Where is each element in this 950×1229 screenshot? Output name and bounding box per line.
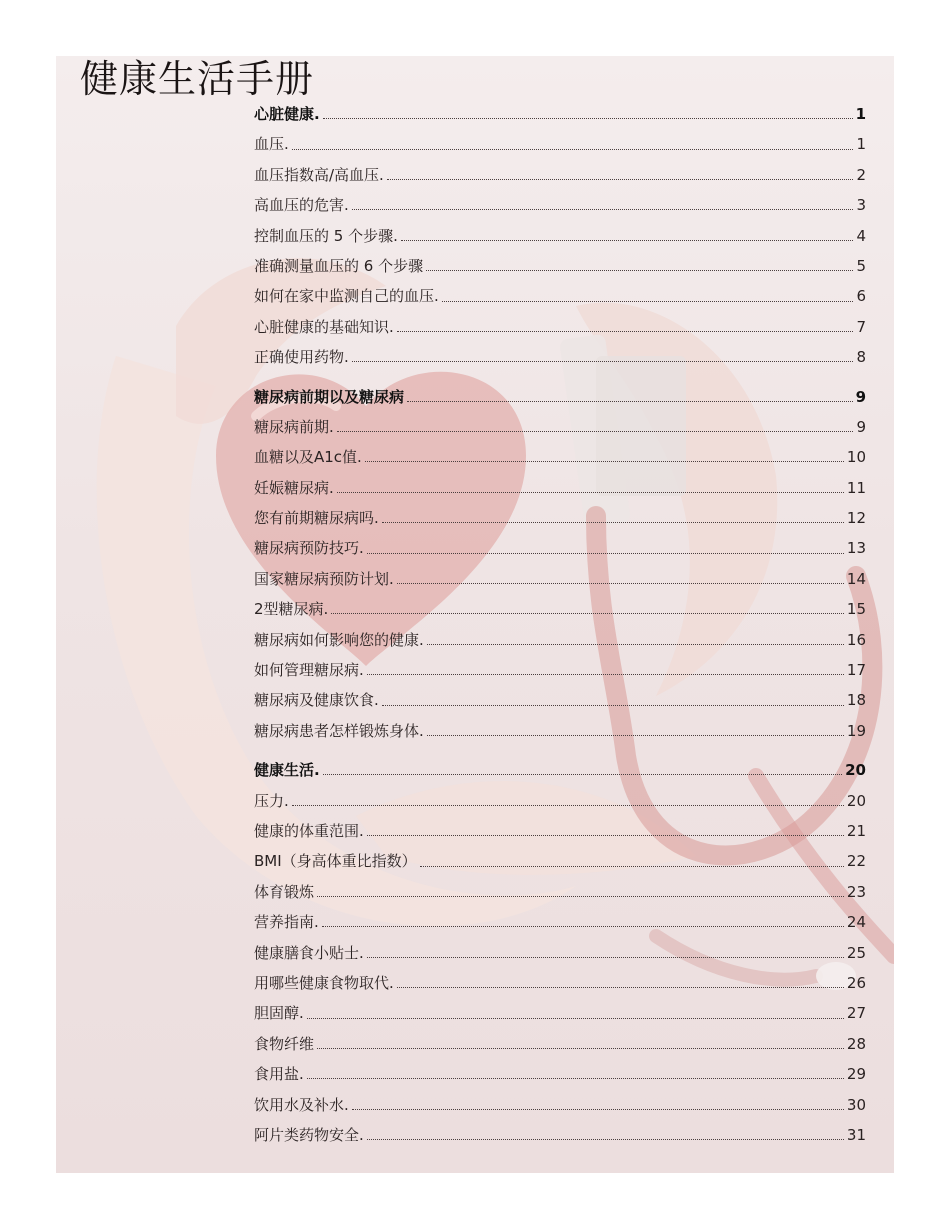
toc-entry[interactable] — [254, 1120, 866, 1150]
toc-page-number: 1 — [855, 105, 866, 123]
dot-leader — [331, 612, 844, 614]
toc-entry[interactable] — [254, 281, 866, 311]
toc-page-number: 18 — [846, 691, 866, 710]
dot-leader — [382, 704, 844, 706]
toc-page-number: 17 — [846, 661, 866, 680]
toc-entry[interactable] — [254, 816, 866, 846]
toc-label: 食物纤维 — [254, 1034, 315, 1053]
toc-entry[interactable] — [254, 625, 866, 655]
toc-page-number: 14 — [846, 569, 866, 588]
toc-page-number: 29 — [846, 1065, 866, 1084]
toc-entry[interactable] — [254, 473, 866, 503]
toc-page-number: 20 — [845, 761, 866, 780]
toc-label: 健康生活. — [254, 761, 320, 780]
toc-label: 糖尿病及健康饮食. — [254, 691, 379, 710]
dot-leader — [307, 1017, 844, 1019]
toc-label: 高血压的危害. — [254, 196, 349, 215]
toc-page-number: 28 — [846, 1034, 866, 1053]
toc-label: 控制血压的 5 个步骤. — [254, 226, 398, 245]
toc-page-number: 9 — [855, 387, 866, 406]
toc-label: 心脏健康的基础知识. — [254, 317, 394, 336]
toc-section-heading[interactable] — [254, 755, 866, 785]
toc-page-number: 4 — [856, 226, 866, 245]
toc-page-number: 9 — [856, 417, 866, 436]
toc-entry[interactable] — [254, 907, 866, 937]
dot-leader — [397, 330, 854, 332]
toc-page-number: 10 — [846, 448, 866, 467]
toc-label: 血压. — [254, 135, 289, 154]
dot-leader — [352, 360, 854, 362]
toc-label: 心脏健康. — [254, 105, 320, 123]
toc-page-number: 16 — [846, 630, 866, 649]
toc-entry[interactable] — [254, 342, 866, 372]
toc-entry[interactable] — [254, 129, 866, 159]
toc-page-number: 8 — [856, 348, 866, 367]
dot-leader — [352, 208, 854, 210]
toc-label: 准确测量血压的 6 个步骤 — [254, 256, 424, 275]
toc-entry[interactable] — [254, 786, 866, 816]
toc-entry[interactable] — [254, 655, 866, 685]
toc-entry[interactable] — [254, 846, 866, 876]
toc-page-number: 13 — [846, 539, 866, 558]
toc-label: 糖尿病患者怎样锻炼身体. — [254, 721, 424, 740]
toc-label: 营养指南. — [254, 913, 319, 932]
toc-page-number: 26 — [846, 973, 866, 992]
dot-leader — [367, 673, 844, 675]
toc-section-heading[interactable] — [254, 382, 866, 412]
toc-page-number: 24 — [846, 913, 866, 932]
toc-page-number: 31 — [846, 1125, 866, 1144]
toc-label: 健康的体重范围. — [254, 821, 364, 840]
toc-label: 血压指数高/高血压. — [254, 165, 384, 184]
dot-leader — [427, 643, 844, 645]
dot-leader — [367, 956, 844, 958]
dot-leader — [387, 178, 854, 180]
toc-page-number: 12 — [846, 509, 866, 528]
toc-label: 胆固醇. — [254, 1004, 304, 1023]
toc-entry[interactable] — [254, 716, 866, 746]
toc-entry[interactable] — [254, 1029, 866, 1059]
toc-page-number: 19 — [846, 721, 866, 740]
dot-leader — [317, 895, 844, 897]
toc-entry[interactable] — [254, 1090, 866, 1120]
toc-label: 血糖以及A1c值. — [254, 448, 362, 467]
toc-label: 2型糖尿病. — [254, 600, 329, 619]
toc-label: 如何在家中监测自己的血压. — [254, 287, 439, 306]
toc-page-number: 20 — [846, 791, 866, 810]
page-title: 健康生活手册 — [80, 57, 315, 101]
toc-entry[interactable] — [254, 412, 866, 442]
toc-entry[interactable] — [254, 442, 866, 472]
toc-entry[interactable] — [254, 998, 866, 1028]
toc-label: 糖尿病前期. — [254, 417, 334, 436]
toc-label: 妊娠糖尿病. — [254, 478, 334, 497]
toc-entry[interactable] — [254, 968, 866, 998]
toc-page-number: 22 — [846, 852, 866, 871]
dot-leader — [323, 773, 842, 775]
toc-page-number: 2 — [856, 165, 866, 184]
toc-entry[interactable] — [254, 877, 866, 907]
toc-label: 国家糖尿病预防计划. — [254, 569, 394, 588]
toc-page-number: 6 — [856, 287, 866, 306]
toc-label: 糖尿病如何影响您的健康. — [254, 630, 424, 649]
toc-label: 用哪些健康食物取代. — [254, 973, 394, 992]
toc-page-number: 3 — [856, 196, 866, 215]
toc-entry[interactable] — [254, 685, 866, 715]
toc-page-number: 25 — [846, 943, 866, 962]
dot-leader — [365, 460, 844, 462]
toc-entry[interactable] — [254, 312, 866, 342]
toc-page-number: 21 — [846, 821, 866, 840]
dot-leader — [426, 269, 853, 271]
dot-leader — [427, 734, 844, 736]
dot-leader — [367, 834, 844, 836]
toc-entry[interactable] — [254, 190, 866, 220]
toc-entry[interactable] — [254, 160, 866, 190]
toc-entry[interactable] — [254, 1059, 866, 1089]
toc-label: 体育锻炼 — [254, 882, 315, 901]
dot-leader — [307, 1077, 844, 1079]
dot-leader — [397, 582, 844, 584]
toc-page-number: 15 — [846, 600, 866, 619]
toc-section-heading[interactable] — [254, 99, 866, 129]
dot-leader — [322, 925, 844, 927]
toc-label: 食用盐. — [254, 1065, 304, 1084]
toc-entry[interactable] — [254, 533, 866, 563]
dot-leader — [352, 1108, 844, 1110]
toc-entry[interactable] — [254, 594, 866, 624]
toc-entry[interactable] — [254, 503, 866, 533]
toc-label: 阿片类药物安全. — [254, 1125, 364, 1144]
toc-label: 健康膳食小贴士. — [254, 943, 364, 962]
dot-leader — [407, 400, 853, 402]
toc-label: 糖尿病前期以及糖尿病 — [254, 387, 405, 406]
table-of-contents — [254, 99, 866, 1150]
dot-leader — [382, 521, 844, 523]
toc-page-number: 1 — [856, 135, 866, 154]
dot-leader — [397, 986, 844, 988]
dot-leader — [292, 148, 854, 150]
dot-leader — [367, 1138, 844, 1140]
toc-label: 如何管理糖尿病. — [254, 661, 364, 680]
toc-label: 正确使用药物. — [254, 348, 349, 367]
toc-entry[interactable] — [254, 251, 866, 281]
dot-leader — [323, 117, 853, 119]
cover-panel — [56, 56, 894, 1173]
dot-leader — [292, 804, 844, 806]
toc-page-number: 27 — [846, 1004, 866, 1023]
toc-label: 饮用水及补水. — [254, 1095, 349, 1114]
toc-page-number: 11 — [846, 478, 866, 497]
dot-leader — [337, 491, 844, 493]
dot-leader — [420, 865, 844, 867]
toc-page-number: 5 — [856, 256, 866, 275]
toc-page-number: 30 — [846, 1095, 866, 1114]
toc-entry[interactable] — [254, 938, 866, 968]
toc-label: 压力. — [254, 791, 289, 810]
dot-leader — [367, 552, 844, 554]
toc-entry[interactable] — [254, 221, 866, 251]
dot-leader — [337, 430, 854, 432]
toc-label: 您有前期糖尿病吗. — [254, 509, 379, 528]
toc-page-number: 23 — [846, 882, 866, 901]
dot-leader — [317, 1047, 844, 1049]
toc-page-number: 7 — [856, 317, 866, 336]
toc-entry[interactable] — [254, 564, 866, 594]
dot-leader — [401, 239, 854, 241]
toc-label: BMI（身高体重比指数） — [254, 852, 417, 871]
dot-leader — [442, 300, 854, 302]
toc-label: 糖尿病预防技巧. — [254, 539, 364, 558]
